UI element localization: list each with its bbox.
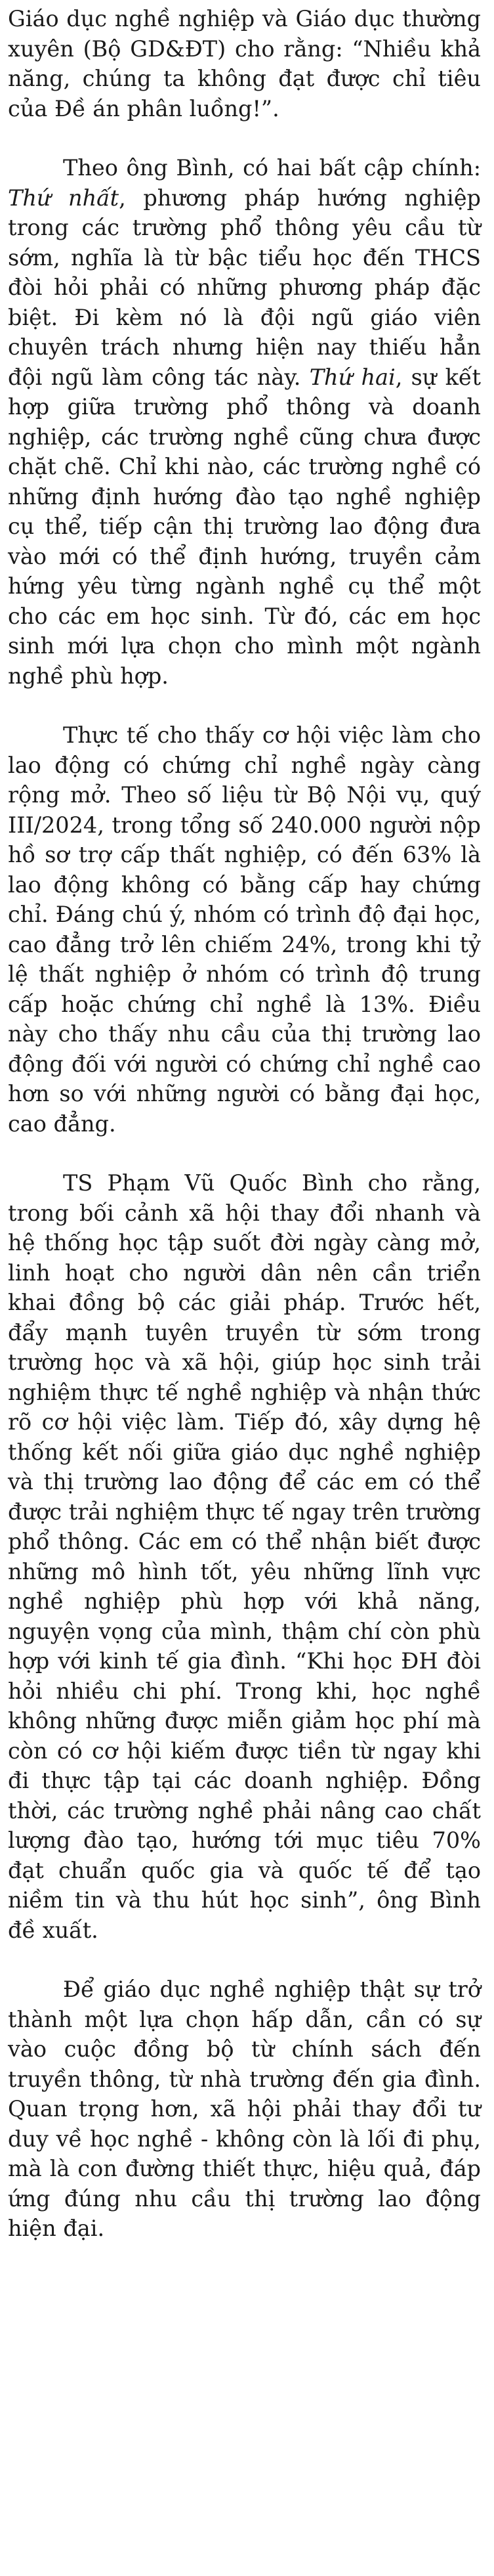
paragraph-problems-text-3: , sự kết hợp giữa trường phổ thông và doanh nghiệp, các trường nghề cũng chưa được chặt chẽ. Chỉ khi nào, các trường nghề có những định hướng đào tạo nghề nghiệp cụ thể, tiếp cận thị trường lao động đưa vào mới có thể định hướng, truyền cảm hứng yêu từng ngành nghề cụ thể một cho các em học sinh. Từ đó, các em học sinh mới lựa chọn cho mình một ngành nghề phù hợp. [8, 364, 482, 689]
paragraph-problems-text-1: Theo ông Bình, có hai bất cập chính: [63, 155, 481, 181]
paragraph-problems-first-label: Thứ nhất [8, 185, 119, 211]
paragraph-conclusion: Để giáo dục nghề nghiệp thật sự trở thành một lựa chọn hấp dẫn, cần có sự vào cuộc đồng bộ từ chính sách đến truyền thông, từ nhà trường đến gia đình. Quan trọng hơn, xã hội phải thay đổi tư duy về học nghề - không còn là lối đi phụ, mà là con đường thiết thực, hiệu quả, đáp ứng đúng nhu cầu thị trường lao động hiện đại. [8, 1976, 481, 2241]
paragraph-intro: Giáo dục nghề nghiệp và Giáo dục thường xuyên (Bộ GD&ĐT) cho rằng: “Nhiều khả năng, chúng ta không đạt được chỉ tiêu của Đề án phân luồng!”. [8, 6, 481, 121]
paragraph-statistics: Thực tế cho thấy cơ hội việc làm cho lao động có chứng chỉ nghề ngày càng rộng mở. Theo số liệu từ Bộ Nội vụ, quý III/2024, trong tổng số 240.000 người nộp hồ sơ trợ cấp thất nghiệp, có đến 63% là lao động không có bằng cấp hay chứng chỉ. Đáng chú ý, nhóm có trình độ đại học, cao đẳng trở lên chiếm 24%, trong khi tỷ lệ thất nghiệp ở nhóm có trình độ trung cấp hoặc chứng chỉ nghề là 13%. Điều này cho thấy nhu cầu của thị trường lao động đối với người có chứng chỉ nghề cao hơn so với những người có bằng đại học, cao đẳng. [8, 722, 481, 1137]
paragraph-problems-text-2: , phương pháp hướng nghiệp trong các trường phổ thông yêu cầu từ sớm, nghĩa là từ bậc tiểu học đến THCS đòi hỏi phải có những phương pháp đặc biệt. Đi kèm nó là đội ngũ giáo viên chuyên trách nhưng hiện nay thiếu hẳn đội ngũ làm công tác này. [8, 185, 481, 390]
paragraph-solutions: TS Phạm Vũ Quốc Bình cho rằng, trong bối cảnh xã hội thay đổi nhanh và hệ thống học tập suốt đời ngày càng mở, linh hoạt cho người dân nên cần triển khai đồng bộ các giải pháp. Trước hết, đẩy mạnh tuyên truyền từ sớm trong trường học và xã hội, giúp học sinh trải nghiệm thực tế nghề nghiệp và nhận thức rõ cơ hội việc làm. Tiếp đó, xây dựng hệ thống kết nối giữa giáo dục nghề nghiệp và thị trường lao động để các em có thể được trải nghiệm thực tế ngay trên trường phổ thông. Các em có thể nhận biết được những mô hình tốt, yêu những lĩnh vực nghề nghiệp phù hợp với khả năng, nguyện vọng của mình, thậm chí còn phù hợp với kinh tế gia đình. “Khi học ĐH đòi hỏi nhiều chi phí. Trong khi, học nghề không những được miễn giảm học phí mà còn có cơ hội kiếm được tiền từ ngay khi đi thực tập tại các doanh nghiệp. Đồng thời, các trường nghề phải nâng cao chất lượng đào tạo, hướng tới mục tiêu 70% đạt chuẩn quốc gia và quốc tế để tạo niềm tin và thu hút học sinh”, ông Bình đề xuất. [8, 1170, 481, 1943]
paragraph-problems-second-label: Thứ hai [309, 364, 396, 390]
paragraph-problems [8, 153, 481, 691]
